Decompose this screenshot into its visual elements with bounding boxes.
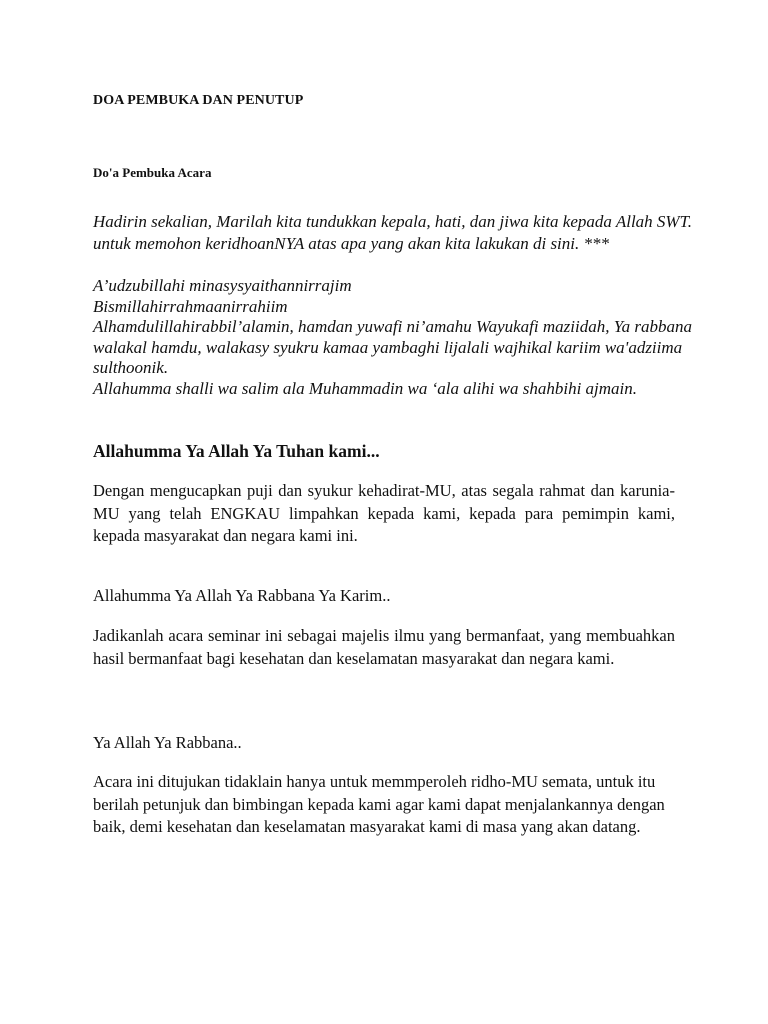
- paragraph-syukur: Dengan mengucapkan puji dan syukur kehadirat-MU, atas segala rahmat dan karunia-MU yang telah ENGKAU limpahkan kepada kami, kepada para pemimpin kami, kepada masyarakat dan negara kami ini.: [93, 481, 675, 545]
- heading-ya-rabbana: Ya Allah Ya Rabbana..: [93, 733, 242, 752]
- opening-prayer: [93, 276, 693, 399]
- prayer-line-hamdalah: Alhamdulillahirabbil’alamin, hamdan yuwafi ni’amahu Wayukafi maziidah, Ya rabbana walakal hamdu, walakasy syukru kamaa yambaghi lijalali wajhikal kariim wa'adziima sulthoonik.: [93, 317, 692, 377]
- prayer-line-taawudz: A’udzubillahi minasysyaithannirrajim: [93, 276, 352, 295]
- prayer-line-basmalah: Bismillahirrahmaanirrahiim: [93, 296, 288, 316]
- paragraph-seminar: Jadikanlah acara seminar ini sebagai majelis ilmu yang bermanfaat, yang membuahkan hasil bermanfaat bagi kesehatan dan keselamatan masyarakat dan negara kami.: [93, 626, 675, 668]
- heading-allahumma-tuhan: Allahumma Ya Allah Ya Tuhan kami...: [93, 441, 380, 461]
- intro-paragraph: Hadirin sekalian, Marilah kita tundukkan kepala, hati, dan jiwa kita kepada Allah SWT. untuk memohon keridhoanNYA atas apa yang akan kita lakukan di sini. ***: [93, 212, 693, 253]
- paragraph-ridho: Acara ini ditujukan tidaklain hanya untuk memmperoleh ridho-MU semata, untuk itu berilah petunjuk dan bimbingan kepada kami agar kami dapat menjalankannya dengan baik, demi kesehatan dan keselamatan masyarakat kami di masa yang akan datang.: [93, 772, 665, 836]
- prayer-line-shalawat: Allahumma shalli wa salim ala Muhammadin wa ‘ala alihi wa shahbihi ajmain.: [93, 378, 638, 398]
- section-title: Do'a Pembuka Acara: [93, 165, 212, 180]
- heading-allahumma-karim: Allahumma Ya Allah Ya Rabbana Ya Karim..: [93, 586, 391, 605]
- document-title: DOA PEMBUKA DAN PENUTUP: [93, 93, 304, 108]
